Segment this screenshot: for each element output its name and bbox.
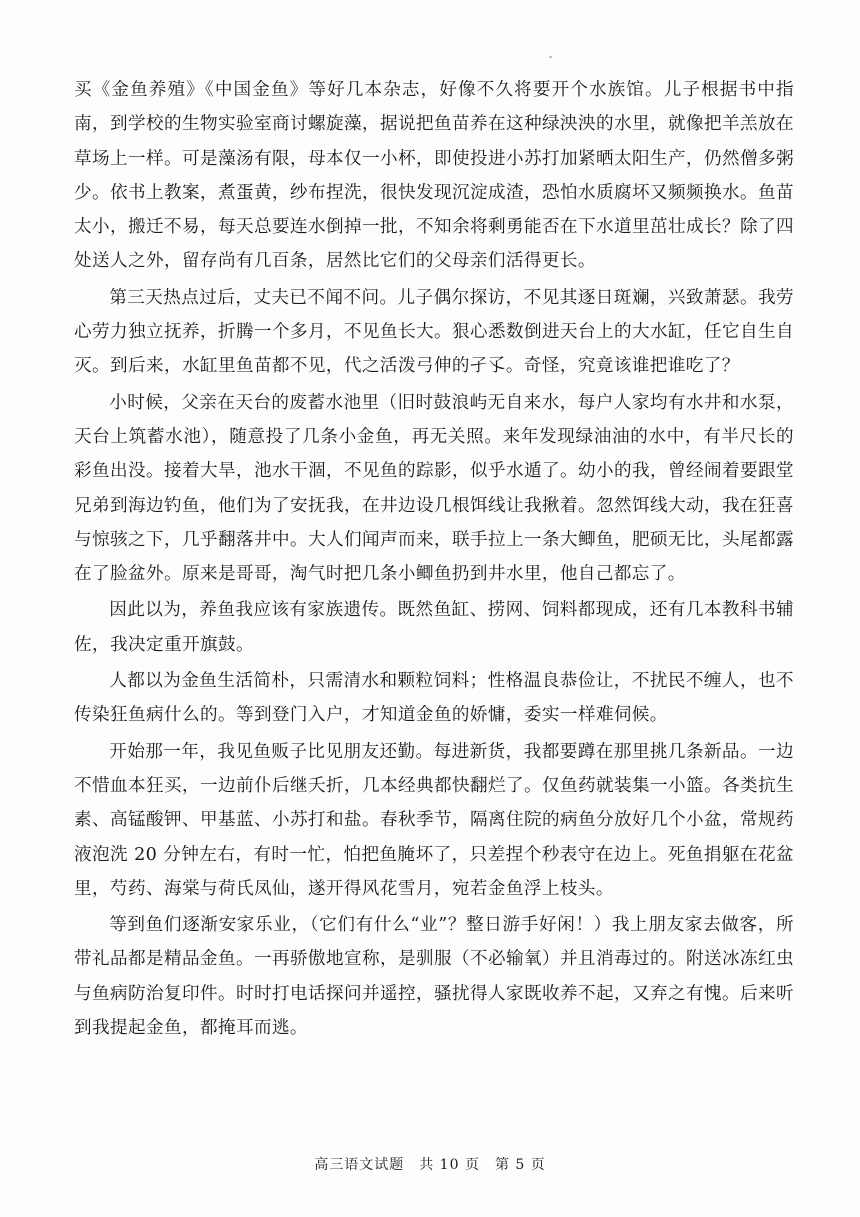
scan-speck (549, 56, 552, 58)
paragraph-1: 买《金鱼养殖》《中国金鱼》等好几本杂志，好像不久将要开个水族馆。儿子根据书中指南，到学校的生物实验室商讨螺旋藻，据说把鱼苗养在这种绿泱泱的水里，就像把羊羔放在草场上一样。可是藻汤有限，母本仅一小杯，即使投进小苏打加紧晒太阳生产，仍然僧多粥少。依书上教案，煮蛋黄，纱布捏洗，很快发现沉淀成渣，恐怕水质腐坏又频频换水。鱼苗太小，搬迁不易，每天总要连水倒掉一批，不知余将剩勇能否在下水道里茁壮成长？除了四处送人之外，留存尚有几百条，居然比它们的父母亲们活得更长。 (74, 80, 794, 272)
paragraph-3: 小时候，父亲在天台的废蓄水池里（旧时鼓浪屿无自来水，每户人家均有水井和水泵，天台上筑蓄水池），随意投了几条小金鱼，再无关照。来年发现绿油油的水中，有半尺长的彩鱼出没。接着大旱，池水干涸，不见鱼的踪影，似乎水遁了。幼小的我，曾经闹着要跟堂兄弟到海边钓鱼，他们为了安抚我，在井边设几根饵线让我揪着。忽然饵线大动，我在狂喜与惊骇之下，几乎翻落井中。大人们闻声而来，联手拉上一条大鲫鱼，肥硕无比，头尾都露在了脸盆外。原来是哥哥，淘气时把几条小鲫鱼扔到井水里，他自己都忘了。 (74, 392, 794, 585)
paragraph-2: 第三天热点过后，丈夫已不闻不问。儿子偶尔探访，不见其逐日斑斓，兴致萧瑟。我劳心劳力独立抚养，折腾一个多月，不见鱼长大。狠心悉数倒进天台上的大水缸，任它自生自灭。到后来，水缸里鱼苗都不见，代之活泼弓伸的孑孓。奇怪，究竟该谁把谁吃了？ (74, 287, 794, 377)
page-footer: 高三语文试题 共 10 页 第 5 页 (314, 1157, 546, 1173)
paragraph-4: 因此以为，养鱼我应该有家族遗传。既然鱼缸、捞网、饲料都现成，还有几本教科书辅佐，我决定重开旗鼓。 (74, 600, 794, 655)
paragraph-5: 人都以为金鱼生活简朴，只需清水和颗粒饲料；性格温良恭俭让，不扰民不缠人，也不传染狂鱼病什么的。等到登门入户，才知道金鱼的娇慵，委实一样难伺候。 (74, 671, 794, 726)
reading-passage (74, 73, 794, 1047)
paragraph-6: 开始那一年，我见鱼贩子比见朋友还勤。每进新货，我都要蹲在那里挑几条新品。一边不惜血本狂买，一边前仆后继夭折，几本经典都快翻烂了。仅鱼药就装集一小篮。各类抗生素、高锰酸钾、甲基蓝、小苏打和盐。春秋季节，隔离住院的病鱼分放好几个小盆，常规药液泡洗 20 分钟左右，有时一忙，怕把鱼腌坏了，只差捏个秒表守在边上。死鱼捐躯在花盆里，芍药、海棠与荷氏凤仙，遂开得风花雪月，宛若金鱼浮上枝头。 (74, 741, 794, 899)
paragraph-7: 等到鱼们逐渐安家乐业，（它们有什么“业”？整日游手好闲！）我上朋友家去做客，所带礼品都是精品金鱼。一再骄傲地宣称，是驯服（不必输氧）并且消毒过的。附送冰冻红虫与鱼病防治复印件。时时打电话探问并遥控，骚扰得人家既收养不起，又弃之有愧。后来听到我提起金鱼，都掩耳而逃。 (74, 915, 794, 1039)
